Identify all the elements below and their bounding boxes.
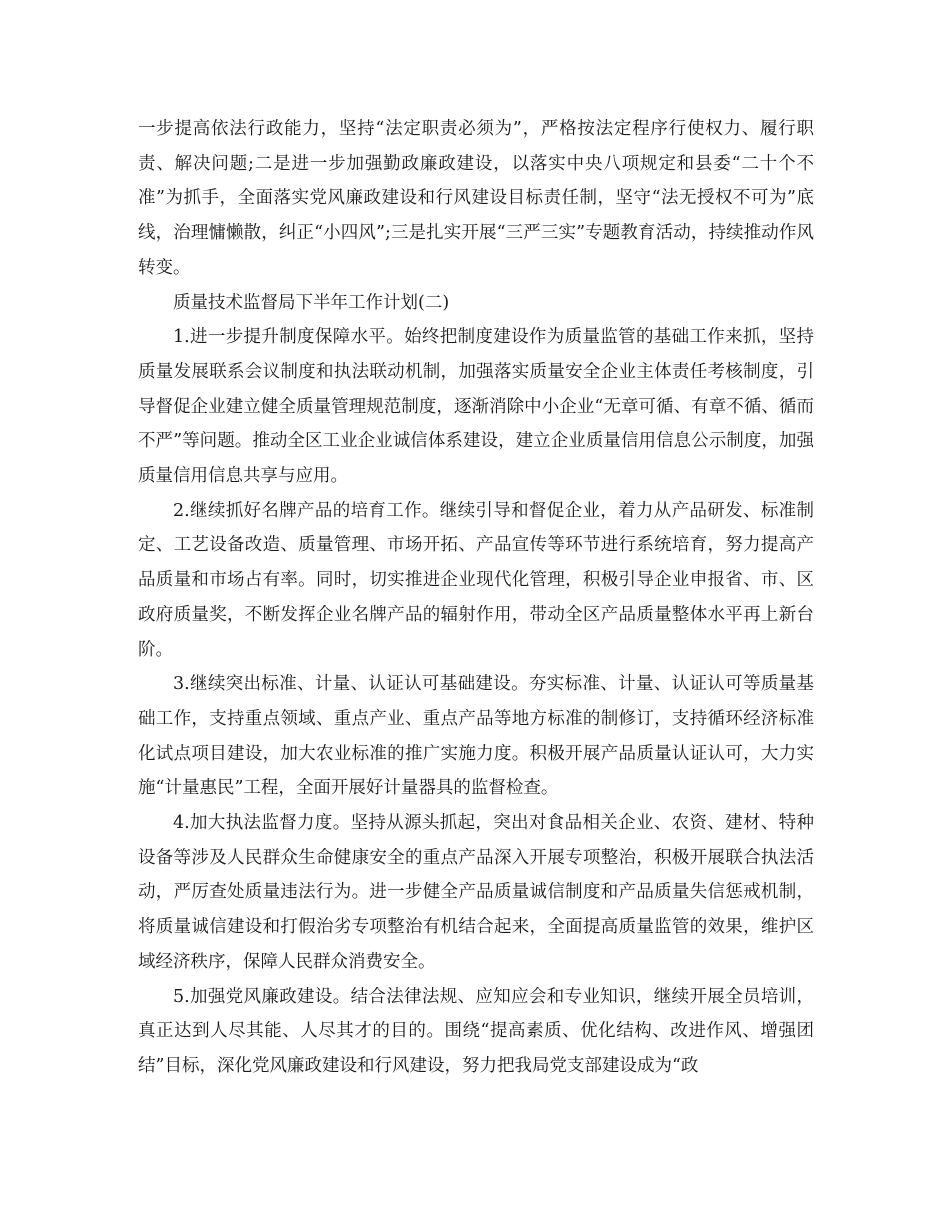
paragraph-item-2: 2.继续抓好名牌产品的培育工作。继续引导和督促企业，着力从产品研发、标准制定、工艺设备改造、质量管理、市场开拓、产品宣传等环节进行系统培育，努力提高产品质量和市场占有率。同时，切实推进企业现代化管理，积极引导企业申报省、市、区政府质量奖，不断发挥企业名牌产品的辐射作用，带动全区产品质量整体水平再上新台阶。 xyxy=(138,500,814,660)
section-heading: 质量技术监督局下半年工作计划(二) xyxy=(173,292,450,313)
document-body xyxy=(138,112,814,1084)
paragraph-continuation: 一步提高依法行政能力，坚持“法定职责必须为”，严格按法定程序行使权力、履行职责、解决问题;二是进一步加强勤政廉政建设，以落实中央八项规定和县委“二十个不准”为抓手，全面落实党风廉政建设和行风建设目标责任制，坚守“法无授权不可为”底线，治理慵懒散，纠正“小四风”;三是扎实开展“三严三实”专题教育活动，持续推动作风转变。 xyxy=(138,119,814,278)
paragraph-item-5: 5.加强党风廉政建设。结合法律法规、应知应会和专业知识，继续开展全员培训，真正达到人尽其能、人尽其才的目的。围绕“提高素质、优化结构、改进作风、增强团结”目标，深化党风廉政建设和行风建设，努力把我局党支部建设成为“政 xyxy=(138,986,814,1076)
paragraph-item-1: 1.进一步提升制度保障水平。始终把制度建设作为质量监管的基础工作来抓，坚持质量发展联系会议制度和执法联动机制，加强落实质量安全企业主体责任考核制度，引导督促企业建立健全质量管理规范制度，逐渐消除中小企业“无章可循、有章不循、循而不严”等问题。推动全区工业企业诚信体系建设，建立企业质量信用信息公示制度，加强质量信用信息共享与应用。 xyxy=(138,327,814,487)
paragraph-item-3: 3.继续突出标准、计量、认证认可基础建设。夯实标准、计量、认证认可等质量基础工作，支持重点领域、重点产业、重点产品等地方标准的制修订，支持循环经济标准化试点项目建设，加大农业标准的推广实施力度。积极开展产品质量认证认可，大力实施“计量惠民”工程，全面开展好计量器具的监督检查。 xyxy=(138,674,814,799)
paragraph-item-4: 4.加大执法监督力度。坚持从源头抓起，突出对食品相关企业、农资、建材、特种设备等涉及人民群众生命健康安全的重点产品深入开展专项整治，积极开展联合执法活动，严厉查处质量违法行为。进一步健全产品质量诚信制度和产品质量失信惩戒机制，将质量诚信建设和打假治劣专项整治有机结合起来，全面提高质量监管的效果，维护区域经济秩序，保障人民群众消费安全。 xyxy=(138,813,814,972)
